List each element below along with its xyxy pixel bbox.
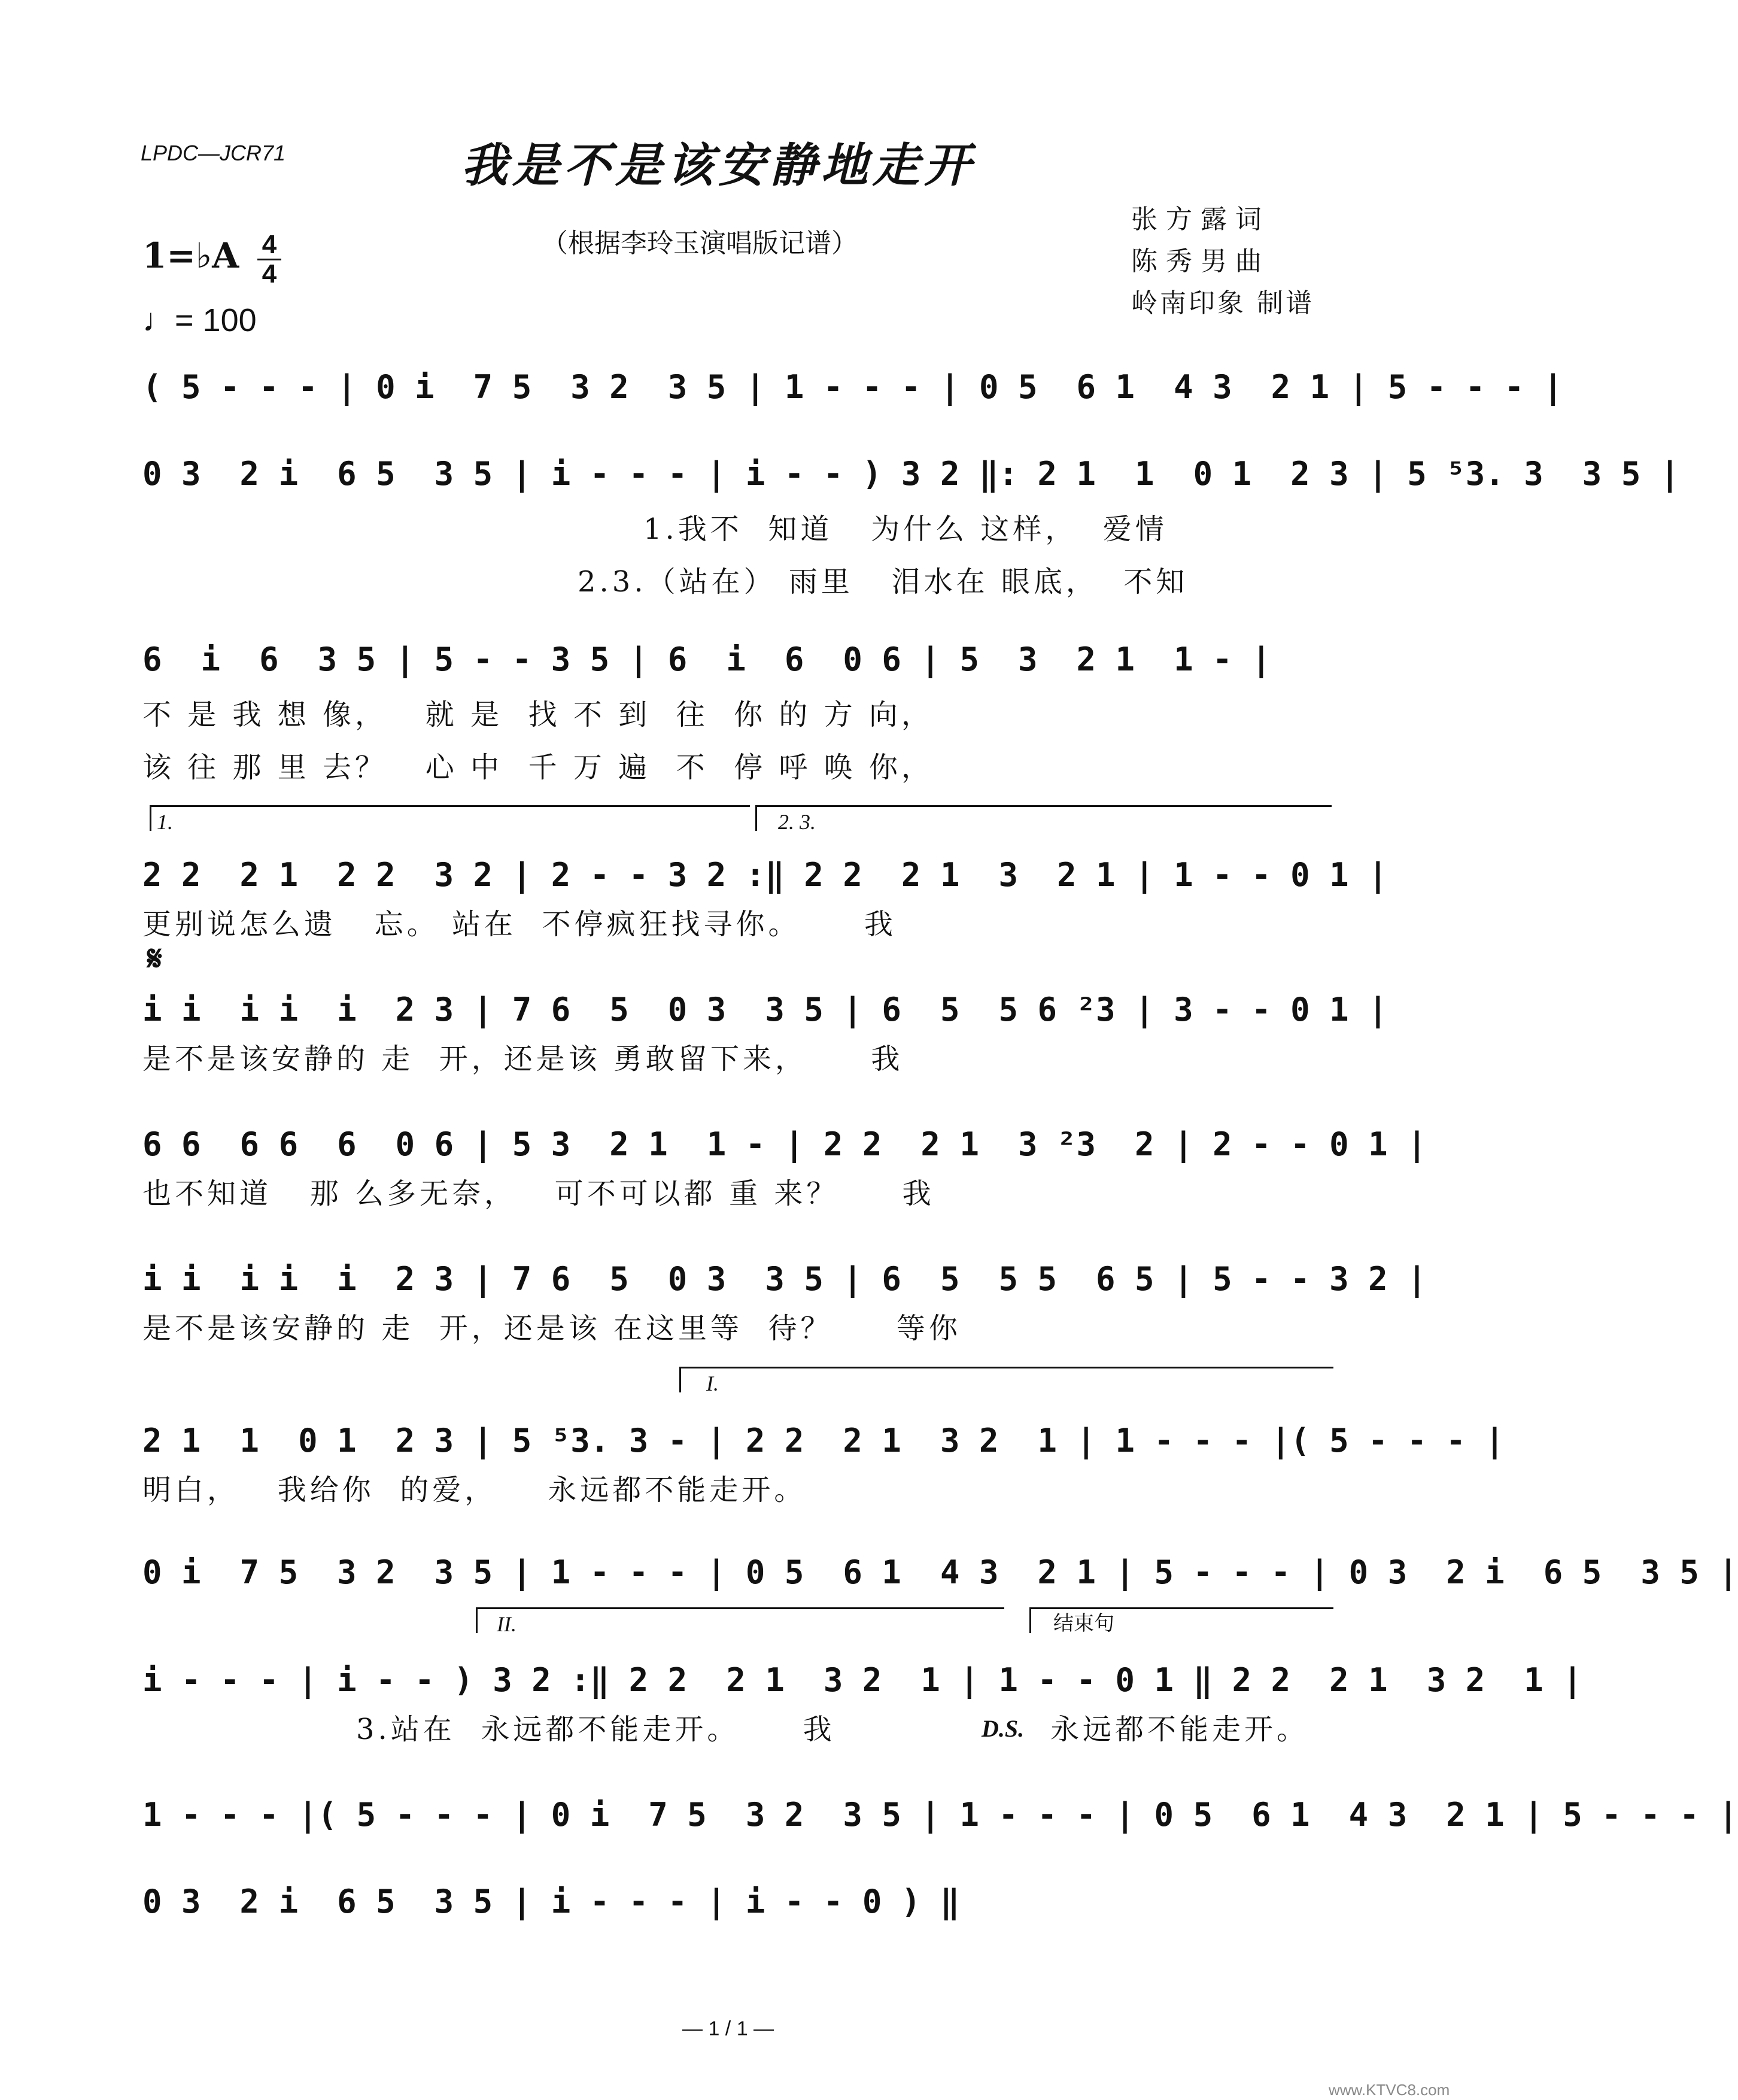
notation-line-1: ( 5 - - - | 0 i 7 5 3 2 3 5 | 1 - - - | 0 5 6 1 4 3 2 1 | 5 - - - | — [142, 368, 1563, 406]
lyric-line-2-verse-1: 1.我不 知道 为什么 这样， 爱情 — [643, 512, 1168, 546]
volta-label-2-3: 2. 3. — [778, 810, 816, 834]
volta-label-1: 1. — [157, 810, 173, 834]
notation-line-11: 1 - - - |( 5 - - - | 0 i 7 5 3 2 3 5 | 1 - - - | 0 5 6 1 4 3 2 1 | 5 - - - | — [142, 1796, 1738, 1834]
composer-credit: 陈秀男曲 — [1131, 246, 1270, 277]
score-code: LPDC—JCR71 — [141, 141, 286, 165]
tempo-marking: ♩= 100 — [142, 302, 257, 338]
lyric-line-8: 明白， 我给你 的爱， 永远都不能走开。 — [142, 1473, 807, 1507]
page-number: — 1 / 1 — — [682, 2017, 774, 2040]
time-signature — [257, 232, 281, 287]
notation-line-12: 0 3 2 i 6 5 3 5 | i - - - | i - - 0 ) ‖ — [142, 1883, 960, 1920]
key-signature: 1=♭A — [142, 235, 239, 276]
ds-marking: D.S. — [982, 1715, 1025, 1742]
notation-line-6: 6 6 6 6 6 0 6 | 5 3 2 1 1 - | 2 2 2 1 3 ²3 2 | 2 - - 0 1 | — [142, 1125, 1427, 1163]
volta-label-I: I. — [706, 1371, 719, 1395]
notation-line-7: i i i i i 2 3 | 7 6 5 0 3 3 5 | 6 5 5 5 6 5 | 5 - - 3 2 | — [142, 1260, 1427, 1298]
notation-line-9: 0 i 7 5 3 2 3 5 | 1 - - - | 0 5 6 1 4 3 2 1 | 5 - - - | 0 3 2 i 6 5 3 5 | — [142, 1553, 1738, 1591]
song-subtitle: （根据李玲玉演唱版记谱） — [542, 228, 858, 259]
notation-line-3: 6 i 6 3 5 | 5 - - 3 5 | 6 i 6 0 6 | 5 3 2 1 1 - | — [142, 641, 1271, 678]
volta-bracket-1 — [150, 805, 750, 834]
song-title: 我是不是该安静地走开 — [461, 138, 976, 193]
notation-line-2: 0 3 2 i 6 5 3 5 | i - - - | i - - ) 3 2 ‖: 2 1 1 0 1 2 3 | 5 ⁵3. 3 3 5 | — [142, 455, 1680, 493]
lyric-line-3-verse-1: 不 是 我 想 像， 就 是 找 不 到 往 你 的 方 向， — [142, 698, 934, 732]
time-signature-bottom: 4 — [262, 259, 277, 289]
lyric-line-7: 是不是该安静的 走 开，还是该 在这里等 待？ 等你 — [142, 1312, 961, 1345]
lyric-line-4: 更别说怎么遗 忘。 站在 不停疯狂找寻你。 我 — [142, 908, 897, 941]
lyric-line-5: 是不是该安静的 走 开，还是该 勇敢留下来， 我 — [142, 1042, 904, 1076]
lyricist-credit: 张方露词 — [1131, 204, 1270, 235]
time-signature-top: 4 — [262, 230, 277, 259]
lyric-line-6: 也不知道 那 么多无奈， 可不可以都 重 来？ 我 — [142, 1177, 935, 1210]
lyric-line-3-verse-2: 该 往 那 里 去？ 心 中 千 万 遍 不 停 呼 唤 你， — [142, 751, 934, 784]
volta-bracket-II — [476, 1607, 1004, 1636]
segno-sign: 𝄋 — [147, 938, 162, 979]
notation-line-10: i - - - | i - - ) 3 2 :‖ 2 2 2 1 3 2 1 | 1 - - 0 1 ‖ 2 2 2 1 3 2 1 | — [142, 1661, 1582, 1699]
lyric-line-10-a: 3.站在 永远都不能走开。 我 — [356, 1713, 835, 1746]
watermark: www.KTVC8.com — [1329, 2081, 1450, 2099]
volta-bracket-2-3 — [755, 805, 1332, 834]
volta-label-II: II. — [497, 1612, 516, 1636]
volta-bracket-I — [679, 1367, 1333, 1395]
lyric-line-10-b: 永远都不能走开。 — [1050, 1713, 1309, 1746]
ending-label: 结束句 — [1053, 1612, 1114, 1635]
lyric-line-2-verse-2: 2.3.（站在） 雨里 泪水在 眼底， 不知 — [578, 565, 1189, 599]
arranger-credit: 岭南印象 制谱 — [1131, 288, 1314, 318]
notation-line-8: 2 1 1 0 1 2 3 | 5 ⁵3. 3 - | 2 2 2 1 3 2 1 | 1 - - - |( 5 - - - | — [142, 1422, 1505, 1459]
notation-line-4: 2 2 2 1 2 2 3 2 | 2 - - 3 2 :‖ 2 2 2 1 3 2 1 | 1 - - 0 1 | — [142, 856, 1388, 894]
notation-line-5: i i i i i 2 3 | 7 6 5 0 3 3 5 | 6 5 5 6 ²3 | 3 - - 0 1 | — [142, 991, 1388, 1028]
